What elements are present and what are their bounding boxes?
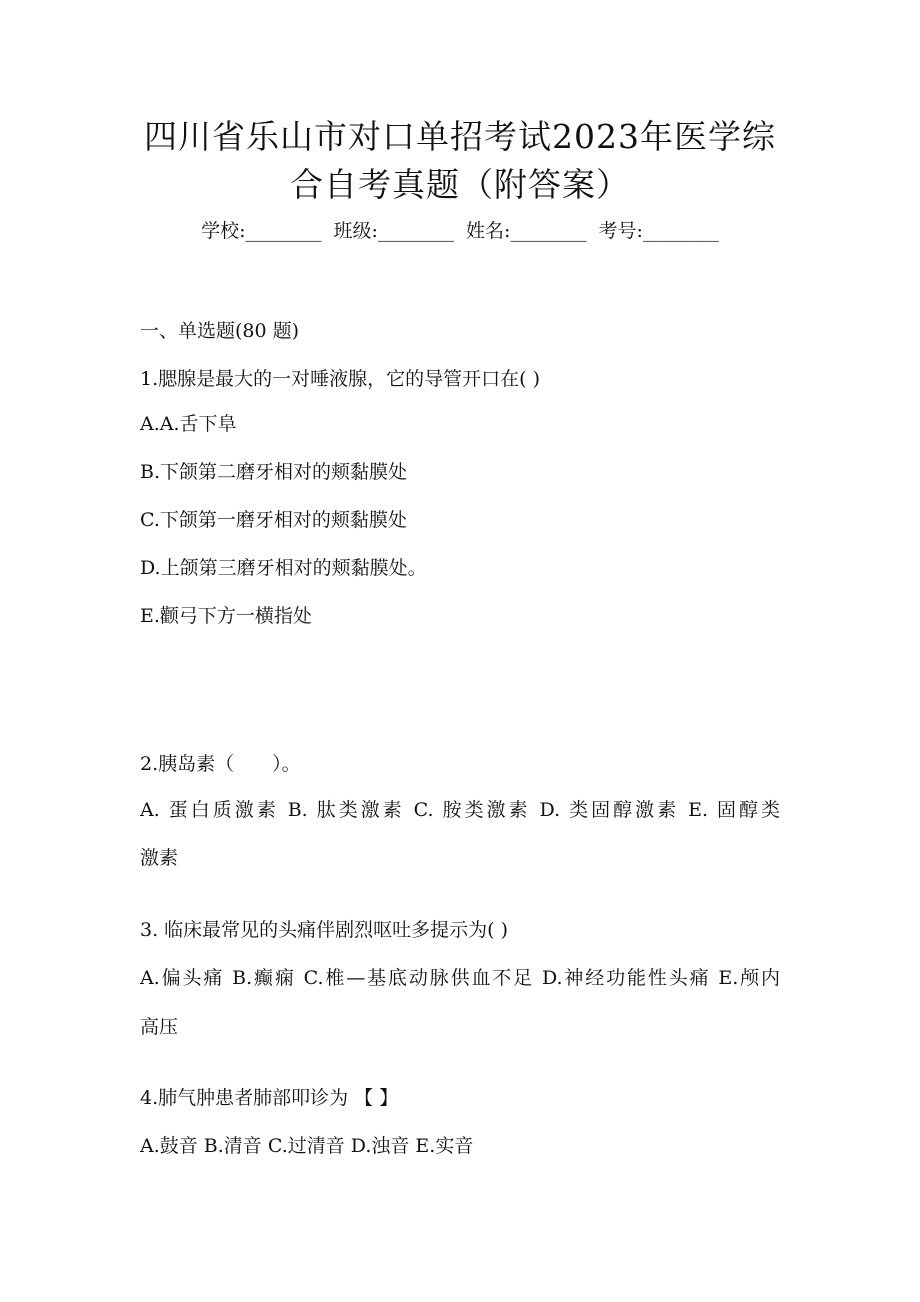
- question-1-option-e: E.颧弓下方一横指处: [140, 605, 312, 627]
- question-3-stem: 3. 临床最常见的头痛伴剧烈呕吐多提示为( ): [140, 919, 509, 941]
- document-title-line-1: 四川省乐山市对口单招考试2023年医学综: [144, 117, 776, 156]
- question-3-options: A.偏头痛 B.癫痫 C.椎—基底动脉供血不足 D.神经功能性头痛 E.颅内: [140, 967, 780, 989]
- question-4-stem: 4.肺气肿患者肺部叩诊为 【 】: [140, 1087, 399, 1109]
- student-info-line: 学校:________ 班级:________ 姓名:________ 考号:________: [201, 220, 719, 242]
- question-1-option-b: B.下颌第二磨牙相对的颊黏膜处: [140, 461, 408, 483]
- question-1-stem: 1.腮腺是最大的一对唾液腺，它的导管开口在( ): [140, 368, 540, 390]
- document-title-line-2: 合自考真题（附答案）: [290, 165, 630, 204]
- question-2-options-continued: 激素: [140, 847, 179, 869]
- question-2-stem: 2.胰岛素（ ）。: [140, 753, 301, 775]
- question-2-options: A. 蛋白质激素 B. 肽类激素 C. 胺类激素 D. 类固醇激素 E. 固醇类: [140, 799, 780, 821]
- section-heading: 一、单选题(80 题): [140, 320, 300, 342]
- question-4-options: A.鼓音 B.清音 C.过清音 D.浊音 E.实音: [140, 1135, 474, 1157]
- question-1-option-c: C.下颌第一磨牙相对的颊黏膜处: [140, 509, 407, 531]
- question-1-option-a: A.A.舌下阜: [140, 413, 237, 435]
- question-1-option-d: D.上颌第三磨牙相对的颊黏膜处。: [140, 557, 427, 579]
- question-3-options-continued: 高压: [140, 1016, 179, 1038]
